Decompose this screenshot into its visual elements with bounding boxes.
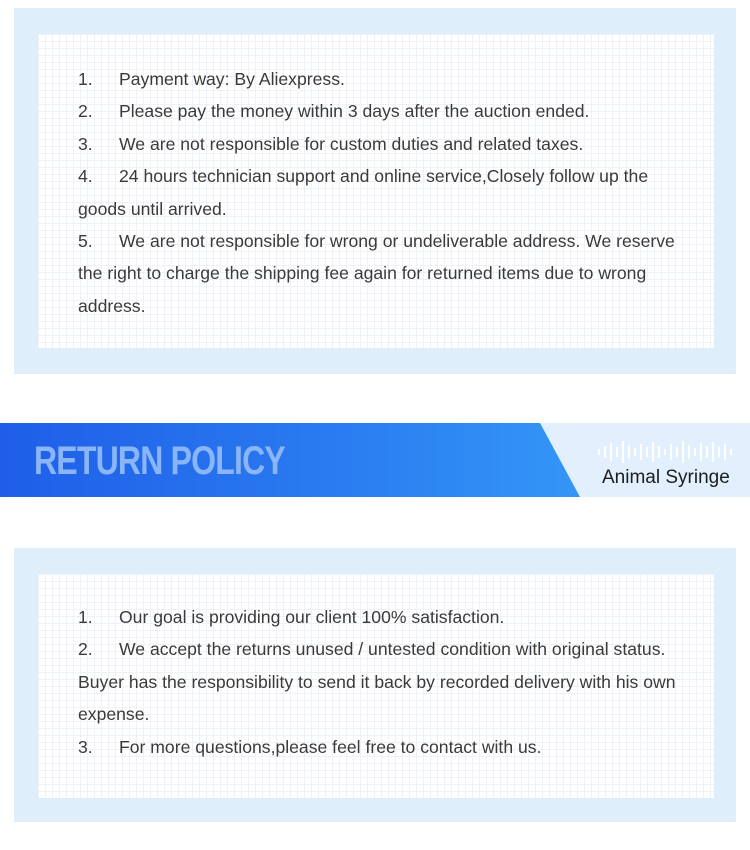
- item-number: 2.: [78, 101, 93, 122]
- list-item: [78, 128, 688, 160]
- item-number: 3.: [78, 736, 93, 757]
- list-item: [78, 225, 688, 322]
- item-number: 1.: [78, 607, 93, 627]
- list-item: [78, 601, 688, 633]
- list-item: [78, 160, 688, 225]
- item-number: 5.: [78, 231, 93, 252]
- item-text: Our goal is providing our client 100% satisfaction.: [119, 607, 505, 627]
- payment-terms-section: [14, 8, 736, 374]
- return-policy-card: [38, 574, 714, 798]
- return-policy-list: [78, 601, 688, 763]
- payment-terms-list: [78, 63, 688, 322]
- item-text: We accept the returns unused / untested condition with original status. Buyer has the responsibility to send it back by recorded delivery with his own expense.: [78, 639, 676, 725]
- return-policy-section: [14, 548, 736, 822]
- list-item: [78, 731, 688, 763]
- payment-terms-card: [38, 34, 714, 348]
- list-item: [78, 95, 688, 127]
- item-text: 24 hours technician support and online service,Closely follow up the goods until arrived.: [78, 166, 649, 219]
- return-policy-banner: [0, 423, 750, 497]
- item-text: Please pay the money within 3 days after the auction ended.: [119, 101, 590, 122]
- item-number: 4.: [78, 166, 93, 187]
- item-text: Payment way: By Aliexpress.: [119, 69, 345, 89]
- sound-wave-icon: [598, 441, 734, 463]
- item-text: For more questions,please feel free to contact with us.: [119, 736, 542, 757]
- item-number: 3.: [78, 133, 93, 154]
- banner-product-name: Animal Syringe: [602, 467, 730, 488]
- item-text: We are not responsible for wrong or undeliverable address. We reserve the right to charge the shipping fee again for returned items due to wrong address.: [78, 231, 675, 316]
- list-item: [78, 633, 688, 730]
- list-item: [78, 63, 688, 95]
- item-number: 1.: [78, 69, 93, 89]
- item-number: 2.: [78, 639, 93, 660]
- banner-title: RETURN POLICY: [34, 439, 285, 483]
- item-text: We are not responsible for custom duties and related taxes.: [119, 133, 584, 154]
